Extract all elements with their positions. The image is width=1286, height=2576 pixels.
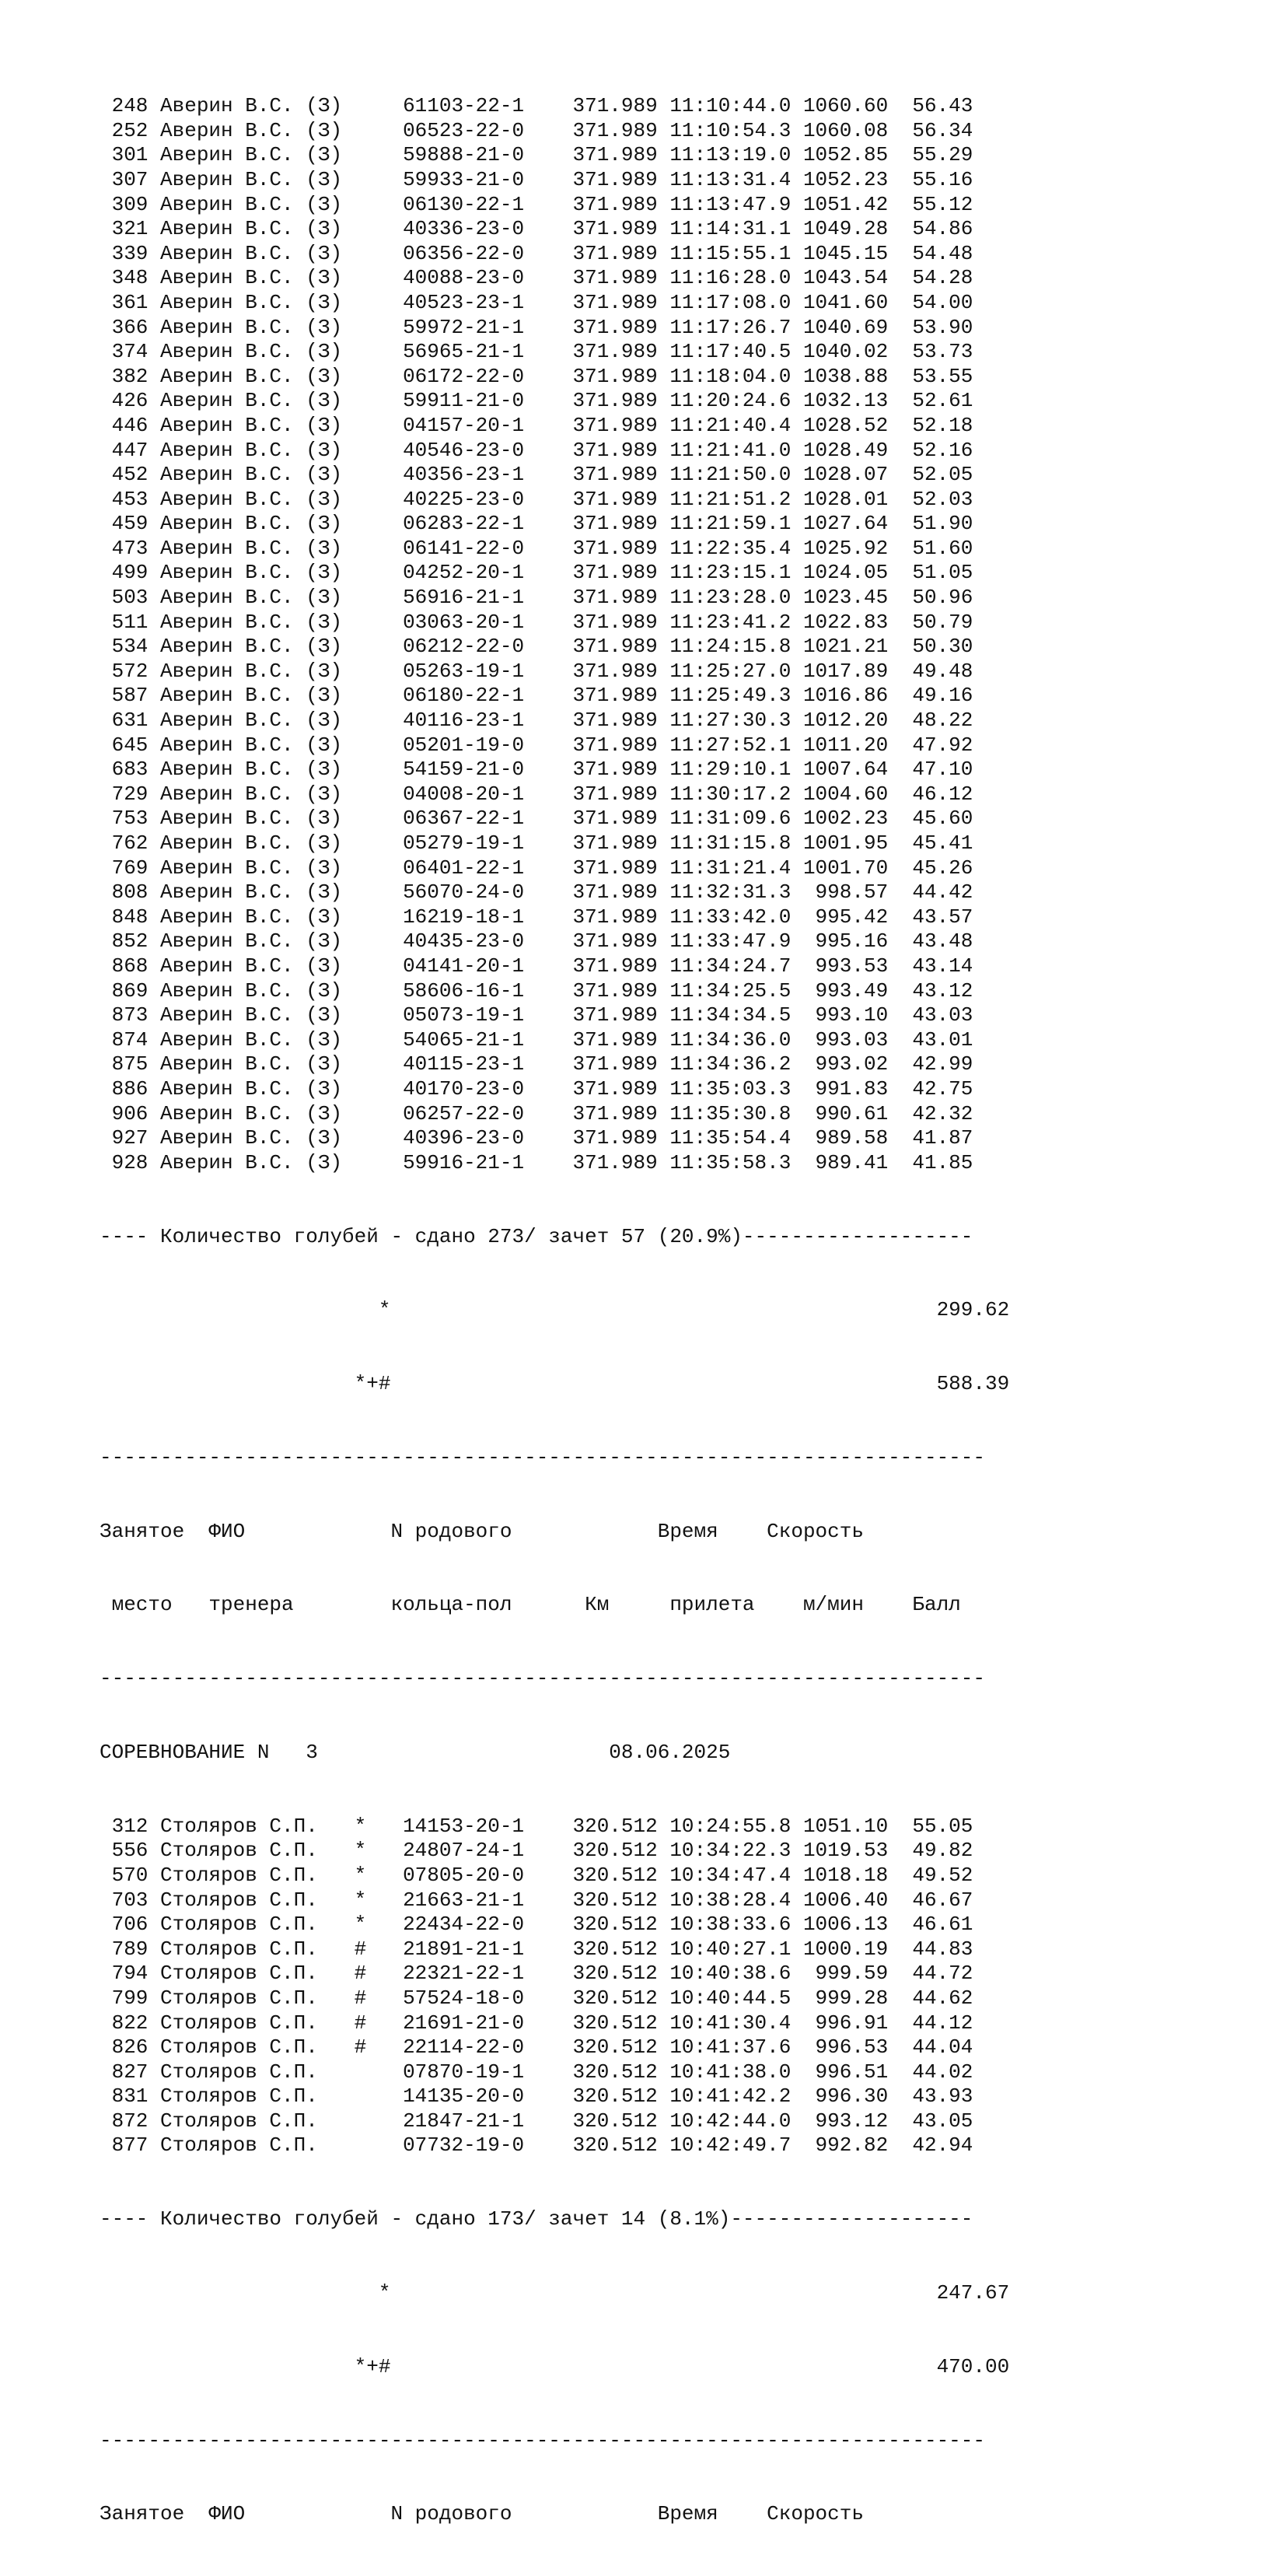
table-row: 645 Аверин В.С. (З) 05201-19-0 371.989 11:27:52.1 1011.20 47.92: [100, 733, 973, 757]
table-row: 252 Аверин В.С. (З) 06523-22-0 371.989 11:10:54.3 1060.08 56.34: [100, 118, 973, 142]
table-row: 453 Аверин В.С. (З) 40225-23-0 371.989 11:21:51.2 1028.01 52.03: [100, 487, 973, 511]
table-row: 534 Аверин В.С. (З) 06212-22-0 371.989 11:24:15.8 1021.21 50.30: [100, 635, 973, 659]
table-row: 446 Аверин В.С. (З) 04157-20-1 371.989 11:21:40.4 1028.52 52.18: [100, 413, 973, 437]
table-row: 426 Аверин В.С. (З) 59911-21-0 371.989 11:20:24.6 1032.13 52.61: [100, 389, 973, 413]
table-row: 852 Аверин В.С. (З) 40435-23-0 371.989 11:33:47.9 995.16 43.48: [100, 929, 973, 954]
section-2-rows: [100, 1815, 1286, 2158]
table-row: 822 Столяров С.П. # 21691-21-0 320.512 10:41:30.4 996.91 44.12: [100, 2011, 973, 2035]
table-row: 301 Аверин В.С. (З) 59888-21-0 371.989 11:13:19.0 1052.85 55.29: [100, 143, 973, 167]
table-row: 762 Аверин В.С. (З) 05279-19-1 371.989 11:31:15.8 1001.95 45.41: [100, 831, 973, 855]
table-row: 873 Аверин В.С. (З) 05073-19-1 371.989 11:34:34.5 993.10 43.03: [100, 1003, 973, 1027]
table-row: 753 Аверин В.С. (З) 06367-22-1 371.989 11:31:09.6 1002.23 45.60: [100, 807, 973, 831]
table-row: 511 Аверин В.С. (З) 03063-20-1 371.989 11:23:41.2 1022.83 50.79: [100, 610, 973, 634]
table-row: 808 Аверин В.С. (З) 56070-24-0 371.989 11:32:31.3 998.57 44.42: [100, 880, 973, 905]
table-row: 248 Аверин В.С. (З) 61103-22-1 371.989 11:10:44.0 1060.60 56.43: [100, 94, 973, 118]
table-row: 869 Аверин В.С. (З) 58606-16-1 371.989 11:34:25.5 993.49 43.12: [100, 978, 973, 1003]
table-row: 321 Аверин В.С. (З) 40336-23-0 371.989 11:14:31.1 1049.28 54.86: [100, 217, 973, 241]
table-row: 683 Аверин В.С. (З) 54159-21-0 371.989 11:29:10.1 1007.64 47.10: [100, 758, 973, 782]
table-row: 927 Аверин В.С. (З) 40396-23-0 371.989 11:35:54.4 989.58 41.87: [100, 1126, 973, 1150]
table-row: 473 Аверин В.С. (З) 06141-22-0 371.989 11:22:35.4 1025.92 51.60: [100, 536, 973, 560]
table-row: 361 Аверин В.С. (З) 40523-23-1 371.989 11:17:08.0 1041.60 54.00: [100, 290, 973, 314]
results-report: [100, 45, 1286, 2576]
table-row: 447 Аверин В.С. (З) 40546-23-0 371.989 11:21:41.0 1028.49 52.16: [100, 438, 973, 462]
table-row: 872 Столяров С.П. 21847-21-1 320.512 10:42:44.0 993.12 43.05: [100, 2109, 973, 2133]
section-1-total-star: * 299.62: [100, 1298, 1010, 1322]
separator-line: -------------------------------------------------------------------------: [100, 1667, 985, 1691]
table-row: 794 Столяров С.П. # 22321-22-1 320.512 10:40:38.6 999.59 44.72: [100, 1962, 973, 1986]
table-row: 556 Столяров С.П. * 24807-24-1 320.512 10:34:22.3 1019.53 49.82: [100, 1839, 973, 1863]
table-row: 906 Аверин В.С. (З) 06257-22-0 371.989 11:35:30.8 990.61 42.32: [100, 1101, 973, 1125]
table-row: 706 Столяров С.П. * 22434-22-0 320.512 10:38:33.6 1006.13 46.61: [100, 1913, 973, 1937]
section-2-summary: ---- Количество голубей - сдано 173/ зачет 14 (8.1%)--------------------: [100, 2207, 973, 2231]
table-row: 307 Аверин В.С. (З) 59933-21-0 371.989 11:13:31.4 1052.23 55.16: [100, 167, 973, 191]
table-row: 382 Аверин В.С. (З) 06172-22-0 371.989 11:18:04.0 1038.88 53.55: [100, 364, 973, 388]
table-row: 631 Аверин В.С. (З) 40116-23-1 371.989 11:27:30.3 1012.20 48.22: [100, 709, 973, 733]
table-row: 503 Аверин В.С. (З) 56916-21-1 371.989 11:23:28.0 1023.45 50.96: [100, 586, 973, 610]
competition-title: СОРЕВНОВАНИЕ N 3 08.06.2025: [100, 1740, 731, 1764]
table-row: 348 Аверин В.С. (З) 40088-23-0 371.989 11:16:28.0 1043.54 54.28: [100, 266, 973, 290]
table-row: 703 Столяров С.П. * 21663-21-1 320.512 10:38:28.4 1006.40 46.67: [100, 1888, 973, 1912]
table-row: 886 Аверин В.С. (З) 40170-23-0 371.989 11:35:03.3 991.83 42.75: [100, 1076, 973, 1101]
table-row: 312 Столяров С.П. * 14153-20-1 320.512 10:24:55.8 1051.10 55.05: [100, 1814, 973, 1838]
separator-line: -------------------------------------------------------------------------: [100, 2428, 985, 2452]
table-row: 587 Аверин В.С. (З) 06180-22-1 371.989 11:25:49.3 1016.86 49.16: [100, 684, 973, 708]
table-row: 769 Аверин В.С. (З) 06401-22-1 371.989 11:31:21.4 1001.70 45.26: [100, 856, 973, 880]
table-row: 877 Столяров С.П. 07732-19-0 320.512 10:42:49.7 992.82 42.94: [100, 2133, 973, 2158]
column-header-next-page: Занятое ФИО N родового Время Скорость: [100, 2502, 864, 2526]
table-row: 339 Аверин В.С. (З) 06356-22-0 371.989 11:15:55.1 1045.15 54.48: [100, 241, 973, 265]
table-row: 831 Столяров С.П. 14135-20-0 320.512 10:41:42.2 996.30 43.93: [100, 2084, 973, 2109]
table-row: 799 Столяров С.П. # 57524-18-0 320.512 10:40:44.5 999.28 44.62: [100, 1986, 973, 2010]
table-row: 499 Аверин В.С. (З) 04252-20-1 371.989 11:23:15.1 1024.05 51.05: [100, 561, 973, 585]
section-1-total-star-plus-hash: *+# 588.39: [100, 1372, 1010, 1396]
table-row: 366 Аверин В.С. (З) 59972-21-1 371.989 11:17:26.7 1040.69 53.90: [100, 315, 973, 339]
table-row: 928 Аверин В.С. (З) 59916-21-1 371.989 11:35:58.3 989.41 41.85: [100, 1150, 973, 1174]
table-row: 729 Аверин В.С. (З) 04008-20-1 371.989 11:30:17.2 1004.60 46.12: [100, 782, 973, 806]
section-2-total-star-plus-hash: *+# 470.00: [100, 2354, 1010, 2378]
separator-line: -------------------------------------------------------------------------: [100, 1445, 985, 1469]
table-row: 374 Аверин В.С. (З) 56965-21-1 371.989 11:17:40.5 1040.02 53.73: [100, 340, 973, 364]
table-row: 309 Аверин В.С. (З) 06130-22-1 371.989 11:13:47.9 1051.42 55.12: [100, 192, 973, 216]
table-row: 570 Столяров С.П. * 07805-20-0 320.512 10:34:47.4 1018.18 49.52: [100, 1863, 973, 1887]
column-header-line-2: место тренера кольца-пол Км прилета м/мин Балл: [100, 1593, 961, 1617]
section-2-total-star: * 247.67: [100, 2281, 1010, 2305]
table-row: 874 Аверин В.С. (З) 54065-21-1 371.989 11:34:36.0 993.03 43.01: [100, 1027, 973, 1052]
table-row: 452 Аверин В.С. (З) 40356-23-1 371.989 11:21:50.0 1028.07 52.05: [100, 463, 973, 487]
table-row: 459 Аверин В.С. (З) 06283-22-1 371.989 11:21:59.1 1027.64 51.90: [100, 512, 973, 536]
table-row: 826 Столяров С.П. # 22114-22-0 320.512 10:41:37.6 996.53 44.04: [100, 2035, 973, 2060]
table-row: 848 Аверин В.С. (З) 16219-18-1 371.989 11:33:42.0 995.42 43.57: [100, 905, 973, 929]
section-1-summary: ---- Количество голубей - сдано 273/ зачет 57 (20.9%)-------------------: [100, 1224, 973, 1248]
column-header-line-1: Занятое ФИО N родового Время Скорость: [100, 1519, 864, 1543]
table-row: 868 Аверин В.С. (З) 04141-20-1 371.989 11:34:24.7 993.53 43.14: [100, 954, 973, 978]
table-row: 827 Столяров С.П. 07870-19-1 320.512 10:41:38.0 996.51 44.02: [100, 2060, 973, 2084]
table-row: 875 Аверин В.С. (З) 40115-23-1 371.989 11:34:36.2 993.02 42.99: [100, 1052, 973, 1076]
table-row: 572 Аверин В.С. (З) 05263-19-1 371.989 11:25:27.0 1017.89 49.48: [100, 659, 973, 683]
table-row: 789 Столяров С.П. # 21891-21-1 320.512 10:40:27.1 1000.19 44.83: [100, 1937, 973, 1961]
section-1-rows: [100, 94, 1286, 1175]
